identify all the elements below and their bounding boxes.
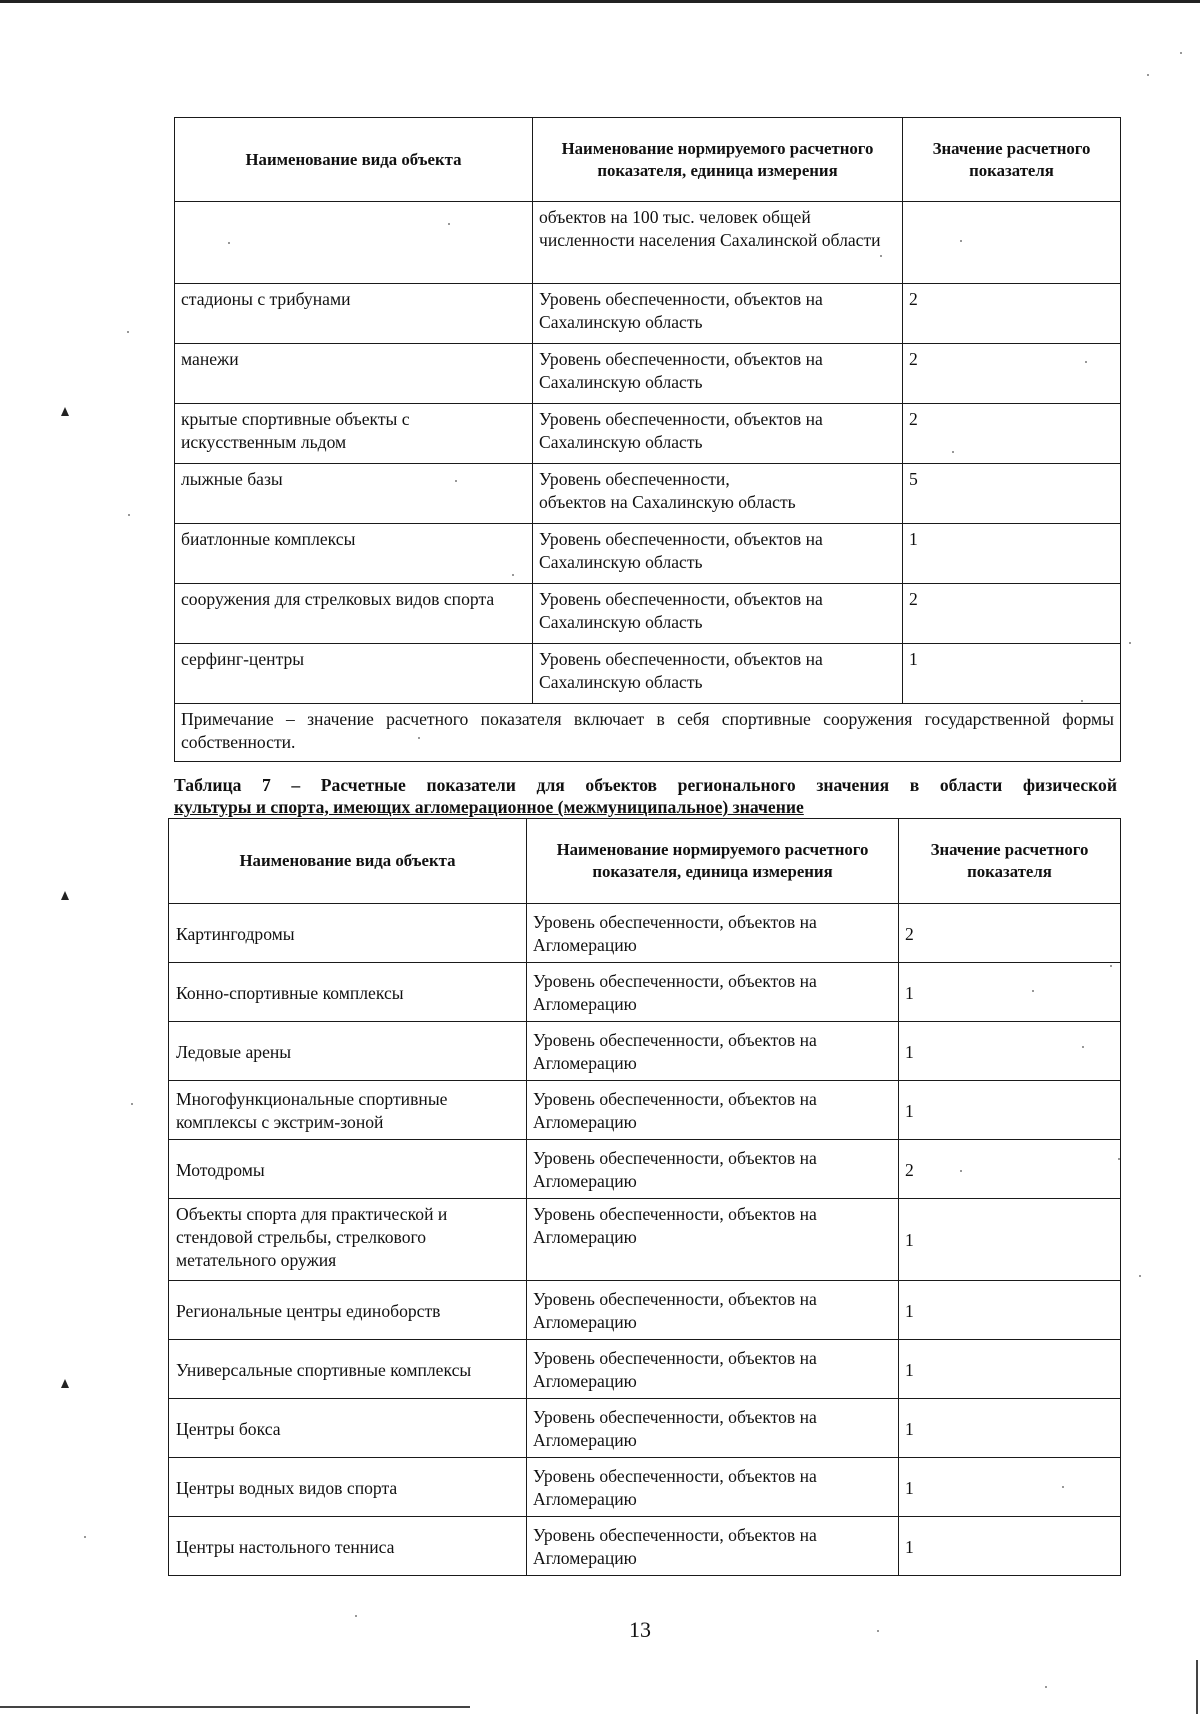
cell-value: 2 xyxy=(903,344,1121,404)
column-header-indicator: Наименование нормируемого расчетного показателя, единица измерения xyxy=(527,819,899,904)
table-row xyxy=(175,644,1121,704)
cell-value: 2 xyxy=(903,404,1121,464)
cell-value: 2 xyxy=(899,1140,1121,1199)
cell-object-type: сооружения для стрелковых видов спорта xyxy=(175,584,533,644)
cell-object-type: Универсальные спортивные комплексы xyxy=(169,1340,527,1399)
cell-value: 1 xyxy=(903,644,1121,704)
caption-line-1: Таблица 7 – Расчетные показатели для объектов регионального значения в области физической xyxy=(174,775,1117,795)
cell-object-type: Центры настольного тенниса xyxy=(169,1517,527,1576)
table-row xyxy=(169,1081,1121,1140)
cell-indicator: Уровень обеспеченности, объектов на Агломерацию xyxy=(527,1340,899,1399)
table-row xyxy=(175,584,1121,644)
table-row xyxy=(169,1140,1121,1199)
table-row xyxy=(175,464,1121,524)
scan-edge-right xyxy=(1196,1660,1198,1714)
table-note-row xyxy=(175,704,1121,762)
cell-object-type: Многофункциональные спортивные комплексы с экстрим-зоной xyxy=(169,1081,527,1140)
table-row xyxy=(169,963,1121,1022)
cell-value: 1 xyxy=(899,963,1121,1022)
punch-mark-1 xyxy=(60,405,70,417)
table-header-row xyxy=(175,118,1121,202)
table-7-caption xyxy=(174,774,1117,818)
table-row xyxy=(169,1340,1121,1399)
cell-indicator: Уровень обеспеченности, объектов на Агломерацию xyxy=(527,1199,899,1281)
table-row xyxy=(175,202,1121,284)
cell-value: 1 xyxy=(899,1517,1121,1576)
cell-indicator: Уровень обеспеченности, объектов на Агломерацию xyxy=(527,963,899,1022)
cell-value: 1 xyxy=(899,1081,1121,1140)
cell-object-type: Центры бокса xyxy=(169,1399,527,1458)
cell-indicator: Уровень обеспеченности, объектов на Агломерацию xyxy=(527,1281,899,1340)
cell-indicator: Уровень обеспеченности, объектов на Сахалинскую область xyxy=(533,284,903,344)
cell-object-type: Мотодромы xyxy=(169,1140,527,1199)
cell-object-type: крытые спортивные объекты с искусственным льдом xyxy=(175,404,533,464)
column-header-value: Значение расчетного показателя xyxy=(903,118,1121,202)
table-row xyxy=(169,1281,1121,1340)
table-note: Примечание – значение расчетного показателя включает в себя спортивные сооружения государственной формы собственности. xyxy=(175,704,1121,762)
cell-object-type: Региональные центры единоборств xyxy=(169,1281,527,1340)
cell-value: 1 xyxy=(899,1399,1121,1458)
cell-object-type: Объекты спорта для практической и стендовой стрельбы, стрелкового метательного оружия xyxy=(169,1199,527,1281)
table-row xyxy=(169,1399,1121,1458)
cell-value: 1 xyxy=(899,1199,1121,1281)
cell-value: 1 xyxy=(903,524,1121,584)
cell-indicator: Уровень обеспеченности, объектов на Сахалинскую область xyxy=(533,584,903,644)
cell-object-type: Картингодромы xyxy=(169,904,527,963)
table-row xyxy=(169,1458,1121,1517)
cell-indicator: Уровень обеспеченности, объектов на Сахалинскую область xyxy=(533,644,903,704)
column-header-object-type: Наименование вида объекта xyxy=(169,819,527,904)
punch-mark-3 xyxy=(60,1377,70,1389)
cell-object-type: манежи xyxy=(175,344,533,404)
table-row xyxy=(169,1022,1121,1081)
cell-value: 1 xyxy=(899,1340,1121,1399)
table-row xyxy=(175,524,1121,584)
cell-indicator: Уровень обеспеченности, объектов на Агломерацию xyxy=(527,1022,899,1081)
cell-object-type: биатлонные комплексы xyxy=(175,524,533,584)
scan-edge-top xyxy=(0,0,1200,3)
cell-object-type: стадионы с трибунами xyxy=(175,284,533,344)
cell-value: 2 xyxy=(903,284,1121,344)
cell-indicator: Уровень обеспеченности, объектов на Агломерацию xyxy=(527,1458,899,1517)
cell-indicator: Уровень обеспеченности, объектов на Агломерацию xyxy=(527,1399,899,1458)
cell-value: 1 xyxy=(899,1458,1121,1517)
cell-object-type xyxy=(175,202,533,284)
page-number: 13 xyxy=(629,1617,651,1642)
cell-object-type: лыжные базы xyxy=(175,464,533,524)
column-header-indicator: Наименование нормируемого расчетного показателя, единица измерения xyxy=(533,118,903,202)
table-row xyxy=(175,284,1121,344)
cell-value: 1 xyxy=(899,1022,1121,1081)
cell-object-type: Центры водных видов спорта xyxy=(169,1458,527,1517)
cell-indicator: объектов на 100 тыс. человек общей численности населения Сахалинской области xyxy=(533,202,903,284)
cell-value xyxy=(903,202,1121,284)
cell-value: 2 xyxy=(903,584,1121,644)
cell-indicator: Уровень обеспеченности, объектов на Агломерацию xyxy=(527,904,899,963)
table-row xyxy=(169,1199,1121,1281)
table-1-continued xyxy=(174,117,1121,762)
cell-value: 2 xyxy=(899,904,1121,963)
cell-indicator: Уровень обеспеченности, объектов на Агломерацию xyxy=(527,1517,899,1576)
cell-object-type: Конно-спортивные комплексы xyxy=(169,963,527,1022)
cell-indicator: Уровень обеспеченности, объектов на Сахалинскую область xyxy=(533,524,903,584)
cell-indicator: Уровень обеспеченности, объектов на Сахалинскую область xyxy=(533,404,903,464)
cell-value: 1 xyxy=(899,1281,1121,1340)
punch-mark-2 xyxy=(60,889,70,901)
cell-indicator: Уровень обеспеченности, объектов на Агломерацию xyxy=(527,1140,899,1199)
cell-indicator: Уровень обеспеченности, объектов на Агломерацию xyxy=(527,1081,899,1140)
table-row xyxy=(175,404,1121,464)
column-header-value: Значение расчетного показателя xyxy=(899,819,1121,904)
table-row xyxy=(169,1517,1121,1576)
table-row xyxy=(169,904,1121,963)
cell-object-type: Ледовые арены xyxy=(169,1022,527,1081)
caption-line-2: культуры и спорта, имеющих агломерационное (межмуниципальное) значение xyxy=(174,797,804,817)
column-header-object-type: Наименование вида объекта xyxy=(175,118,533,202)
table-header-row xyxy=(169,819,1121,904)
table-row xyxy=(175,344,1121,404)
cell-value: 5 xyxy=(903,464,1121,524)
cell-indicator: Уровень обеспеченности, объектов на Сахалинскую область xyxy=(533,464,903,524)
scan-edge-bottom xyxy=(0,1706,470,1708)
cell-indicator: Уровень обеспеченности, объектов на Сахалинскую область xyxy=(533,344,903,404)
cell-object-type: серфинг-центры xyxy=(175,644,533,704)
table-7 xyxy=(168,818,1121,1576)
